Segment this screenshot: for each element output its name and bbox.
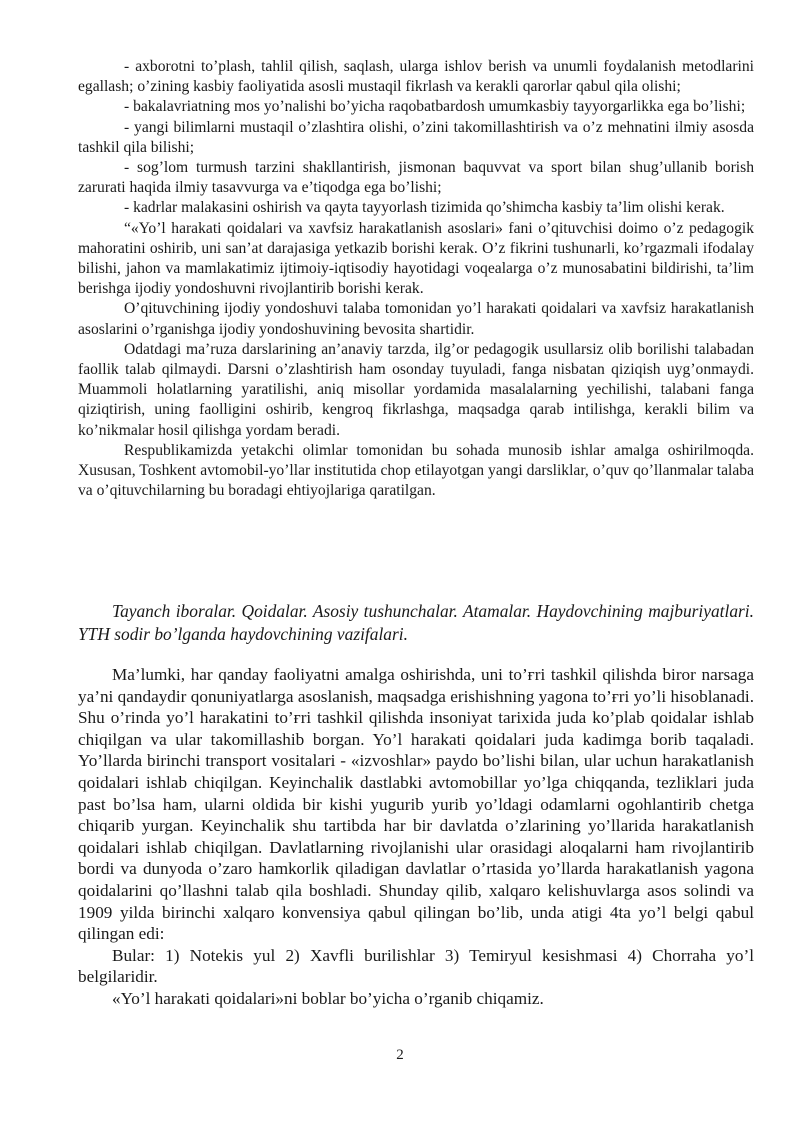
paragraph: Bular: 1) Notekis yul 2) Xavfli burilishlar 3) Temiryul kesishmasi 4) Chorraha yo’l belgilaridir.: [78, 945, 754, 987]
paragraph: Ma’lumki, har qanday faoliyatni amalga oshirishda, uni to’ғri tashkil qilishda biror narsaga ya’ni qandaydir qonuniyatlarga asoslanish, maqsadga erishishning yagona to’ғri yo’li hisoblanadi. Shu o’rinda yo’l harakatini to’ғri tashkil qilishda insoniyat tarixida juda ko’plab qoidalar ishlab chiqilgan va ular takomillashib borgan. Yo’l harakati qoidalari juda kadimga borib taqaladi. Yo’llarda birinchi transport vositalari - «izvoshlar» paydo bo’lishi bilan, ular uchun harakatlanish qoidalari ishlab chiqilgan. Keyinchalik dastlabki avtomobillar yo’lga chiqqanda, tezliklari juda past bo’lsa ham, ularni oldida bir kishi yugurib yurib yo’ldagi odamlarni ogohlantirib chetga chiqarib yurgan. Keyinchalik shu tartibda har bir davlatda o’zlarining yo’llarida harakatlanish qoidalari ishlab chiqilgan. Davlatlarning rivojlanishi ular orasidagi aloqalarni ham rivojlantirib bordi va dunyoda o’zaro hamkorlik qiladigan davlatlar o’rtasida yo’llarda harakatlanish yagona qoidalarini qo’llashni talab qila boshladi. Shunday qilib, xalqaro kelishuvlarga asos solindi va 1909 yilda birinchi xalqaro konvensiya qabul qilingan bo’lib, unda atigi 4ta yo’l belgi qabul qilingan edi:: [78, 665, 754, 944]
paragraph: O’qituvchining ijodiy yondoshuvi talaba tomonidan yo’l harakati qoidalari va xavfsiz harakatlanish asoslarini o’rganishga ijodiy yondoshuvining bevosita shartidir.: [78, 300, 754, 338]
paragraph: Respublikamizda yetakchi olimlar tomonidan bu sohada munosib ishlar amalga oshirilmoqda. Xususan, Toshkent avtomobil-yo’llar institutida chop etilayotgan yangi darsliklar, o’quv qo’llanmalar talaba va o’qituvchilarning bu boradagi ehtiyojlariga qaratilgan.: [78, 441, 754, 500]
paragraph: - axborotni to’plash, tahlil qilish, saqlash, ularga ishlov berish va unumli foydalanish metodlarini egallash; o’zining kasbiy faoliyatida asosli mustaqil fikrlash va kerakli qarorlar qabul qila olishi;: [78, 58, 754, 96]
paragraph: “«Yo’l harakati qoidalari va xavfsiz harakatlanish asoslari» fani o’qituvchisi doimo o’z pedagogik mahoratini oshirib, uni san’at darajasiga yetkazib borishi kerak. O’z fikrini tushunarli, ko’rgazmali ifodalay bilishi, jahon va mamlakatimiz ijtimoiy-iqtisodiy hayotidagi voqealarga o’z munosabatini bildirishi, ta’lim berishga ijodiy yondoshuvni rivojlantirib borishi kerak.: [78, 219, 754, 298]
paragraph: - sog’lom turmush tarzini shakllantirish, jismonan baquvvat va sport bilan shug’ullanib borish zarurati haqida ilmiy tasavvurga va e’tiqodga ega bo’lishi;: [78, 159, 754, 197]
paragraph: - kadrlar malakasini oshirish va qayta tayyorlash tizimida qo’shimcha kasbiy ta’lim olishi kerak.: [124, 199, 725, 217]
keywords-line: Tayanch iboralar. Qoidalar. Asosiy tushunchalar. Atamalar. Haydovchining majburiyatlari. YTH sodir bo’lganda haydovchining vazifalari.: [78, 601, 754, 644]
main-section: [78, 664, 754, 1010]
page-number: 2: [396, 1047, 404, 1063]
paragraph: - bakalavriatning mos yo’nalishi bo’yicha raqobatbardosh umumkasbiy tayyorgarlikka ega bo’lishi;: [124, 98, 746, 116]
intro-section: [78, 57, 754, 501]
paragraph: - yangi bilimlarni mustaqil o’zlashtira olishi, o’zini takomillashtirish va o’z mehnatini ilmiy asosda tashkil qila bilishi;: [78, 118, 754, 156]
paragraph: «Yo’l harakati qoidalari»ni boblar bo’yicha o’rganib chiqamiz.: [112, 988, 544, 1008]
paragraph: Odatdagi ma’ruza darslarining an’anaviy tarzda, ilg’or pedagogik usullarsiz olib borilishi talabadan faollik talab qilmaydi. Darsni o’zlashtirish ham osonday tuyuladi, fanga nisbatan qiziqish uyg’onmaydi. Muammoli holatlarning yaratilishi, aniq misollar yordamida masalalarning yechilishi, talabani fanga qiziqtirish, uning faolligini oshirib, kengroq fikrlashga, maqsadga qarab intilishga, kerakli bilim va ko’nikmalar hosil qilishga yordam beradi.: [78, 340, 754, 439]
